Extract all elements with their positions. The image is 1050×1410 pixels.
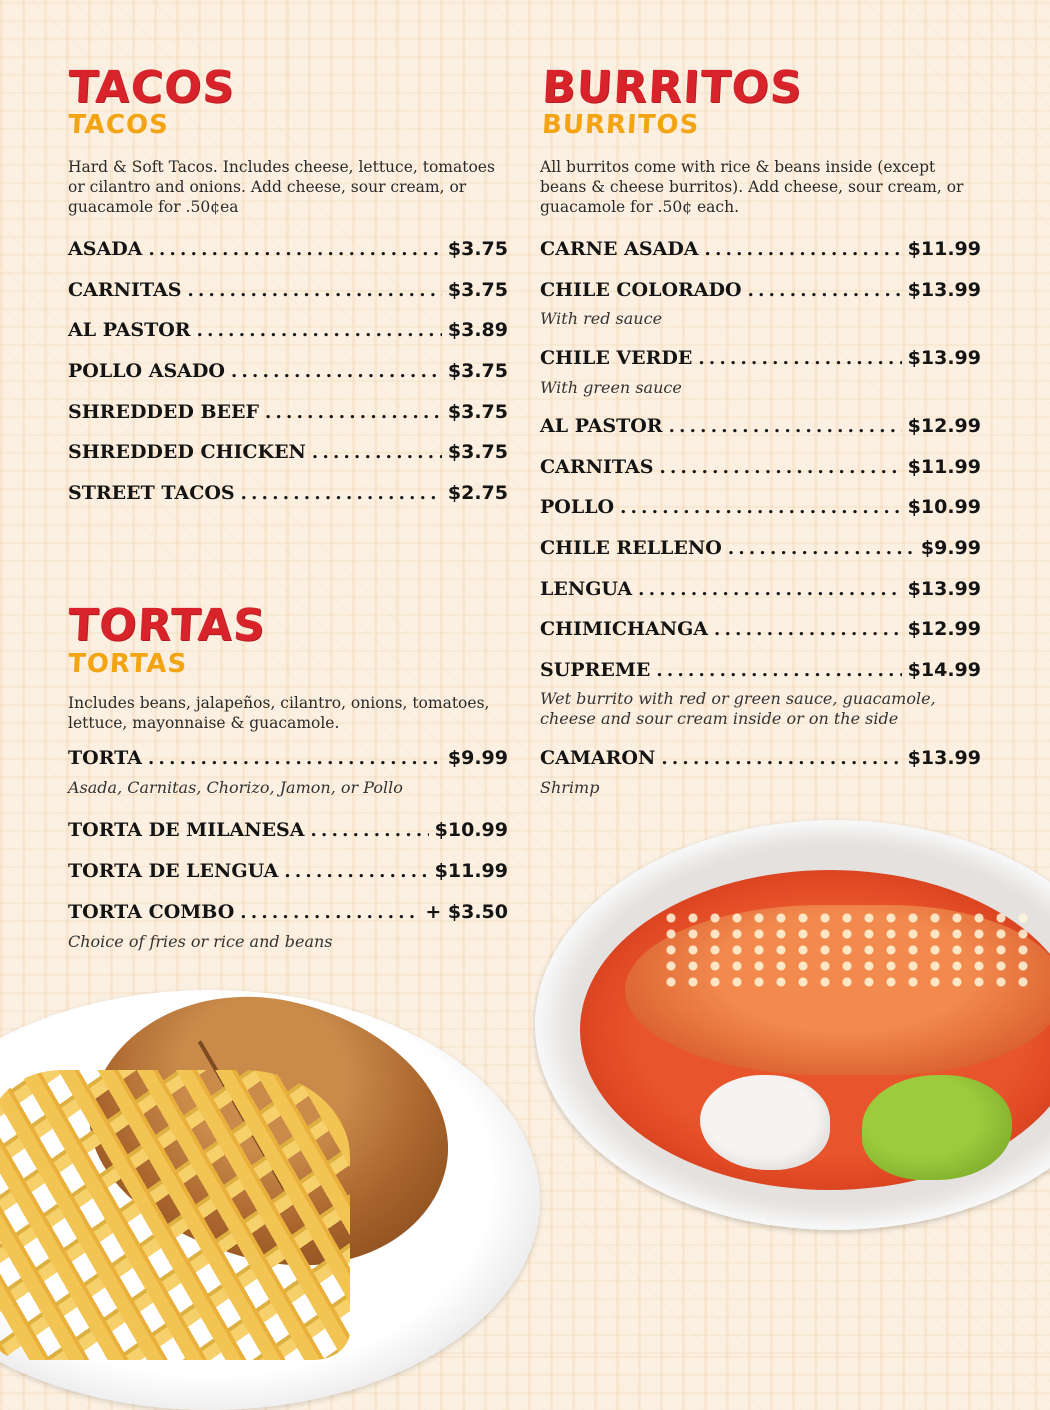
tortas-subtitle: TORTAS: [67, 649, 189, 679]
item-note: With red sauce: [540, 309, 663, 328]
item-note: Choice of fries or rice and beans: [68, 932, 333, 951]
leader-dots: [231, 360, 442, 380]
item-name: TORTA DE LENGUA: [68, 860, 279, 882]
item-name: CHIMICHANGA: [540, 618, 709, 640]
leader-dots: [311, 819, 429, 839]
item-name: POLLO ASADO: [68, 360, 225, 382]
menu-item: [68, 860, 508, 882]
leader-dots: [669, 415, 902, 435]
item-price: $11.99: [907, 238, 981, 260]
leader-dots: [698, 347, 901, 367]
item-name: CHILE RELLENO: [540, 537, 722, 559]
menu-item: [68, 319, 508, 341]
burritos-subtitle: BURRITOS: [541, 110, 701, 140]
leader-dots: [638, 578, 902, 598]
menu-item: [68, 482, 508, 504]
leader-dots: [148, 238, 441, 258]
item-name: CARNITAS: [540, 456, 654, 478]
menu-item: [540, 238, 981, 260]
item-name: TORTA DE MILANESA: [68, 819, 305, 841]
burritos-description: All burritos come with rice & beans inside (except beans & cheese burritos). Add cheese, sour cream, or guacamole for .50¢ each.: [540, 158, 964, 216]
item-name: ASADA: [68, 238, 143, 260]
item-name: CARNITAS: [68, 279, 182, 301]
item-name: SHREDDED BEEF: [68, 401, 259, 423]
french-fries: [0, 1070, 350, 1360]
tacos-menu: [68, 238, 508, 518]
leader-dots: [714, 618, 902, 638]
item-name: STREET TACOS: [68, 482, 235, 504]
tortas-title: TORTAS: [66, 600, 268, 651]
menu-item: [540, 618, 981, 640]
item-note: Wet burrito with red or green sauce, guacamole,: [540, 689, 936, 708]
menu-item: [540, 279, 981, 301]
item-price: $13.99: [907, 347, 981, 369]
sour-cream: [700, 1075, 830, 1170]
leader-dots: [240, 901, 419, 921]
tacos-title: TACOS: [66, 62, 237, 113]
item-price: + $3.50: [425, 901, 508, 923]
menu-item: [540, 537, 981, 559]
item-price: $13.99: [907, 747, 981, 769]
leader-dots: [748, 279, 902, 299]
item-price: $10.99: [434, 819, 508, 841]
menu-item: [540, 747, 981, 769]
item-name: TORTA COMBO: [68, 901, 235, 923]
item-price: $3.75: [447, 279, 508, 301]
item-price: $13.99: [907, 279, 981, 301]
item-name: CHILE VERDE: [540, 347, 693, 369]
leader-dots: [148, 747, 442, 767]
leader-dots: [284, 860, 428, 880]
item-price: $10.99: [907, 496, 981, 518]
menu-item: [68, 279, 508, 301]
item-price: $13.99: [907, 578, 981, 600]
leader-dots: [265, 401, 442, 421]
menu-item: [540, 456, 981, 478]
item-price: $3.75: [447, 401, 508, 423]
item-note: Asada, Carnitas, Chorizo, Jamon, or Pollo: [68, 778, 403, 797]
menu-item: [68, 901, 508, 923]
item-price: $12.99: [907, 415, 981, 437]
leader-dots: [197, 319, 442, 339]
item-price: $11.99: [434, 860, 508, 882]
item-name: LENGUA: [540, 578, 633, 600]
item-name: SUPREME: [540, 659, 651, 681]
leader-dots: [187, 279, 441, 299]
menu-item: [540, 496, 981, 518]
item-name: AL PASTOR: [68, 319, 191, 341]
leader-dots: [728, 537, 915, 557]
item-price: $3.75: [447, 238, 508, 260]
menu-item: [68, 360, 508, 382]
item-price: $3.75: [447, 360, 508, 382]
item-name: SHREDDED CHICKEN: [68, 441, 306, 463]
leader-dots: [659, 456, 901, 476]
menu-item: [68, 819, 508, 841]
item-price: $14.99: [907, 659, 981, 681]
leader-dots: [705, 238, 902, 258]
leader-dots: [620, 496, 902, 516]
leader-dots: [241, 482, 442, 502]
burritos-title: BURRITOS: [540, 62, 804, 113]
menu-item: [540, 347, 981, 369]
menu-item: [68, 238, 508, 260]
item-name: AL PASTOR: [540, 415, 663, 437]
menu-item: [540, 415, 981, 437]
item-note: With green sauce: [540, 378, 682, 397]
leader-dots: [661, 747, 901, 767]
item-name: CAMARON: [540, 747, 656, 769]
menu-item: [540, 578, 981, 600]
menu-item: [540, 659, 981, 681]
item-name: CHILE COLORADO: [540, 279, 742, 301]
item-price: $3.75: [447, 441, 508, 463]
menu-item: [68, 401, 508, 423]
tacos-subtitle: TACOS: [67, 110, 170, 140]
item-name: POLLO: [540, 496, 615, 518]
tacos-description: Hard & Soft Tacos. Includes cheese, lettuce, tomatoes or cilantro and onions. Add cheese, sour cream, or guacamole for .50¢ea: [68, 158, 495, 216]
menu-item: [68, 441, 508, 463]
menu-item: [68, 747, 508, 769]
item-price: $9.99: [920, 537, 981, 559]
burritos-menu: [540, 238, 981, 808]
item-name: TORTA: [68, 747, 142, 769]
guacamole: [862, 1075, 1012, 1180]
tortas-description: Includes beans, jalapeños, cilantro, onions, tomatoes, lettuce, mayonnaise & guacamole.: [68, 694, 490, 732]
shredded-cheese: [660, 910, 1030, 990]
leader-dots: [656, 659, 901, 679]
item-price: $11.99: [907, 456, 981, 478]
item-note: Shrimp: [540, 778, 600, 797]
item-price: $3.89: [447, 319, 508, 341]
item-name: CARNE ASADA: [540, 238, 699, 260]
item-note-line2: cheese and sour cream inside or on the side: [540, 709, 899, 728]
item-price: $2.75: [447, 482, 508, 504]
leader-dots: [312, 441, 442, 461]
item-price: $9.99: [447, 747, 508, 769]
tortas-menu: [68, 747, 508, 962]
item-price: $12.99: [907, 618, 981, 640]
